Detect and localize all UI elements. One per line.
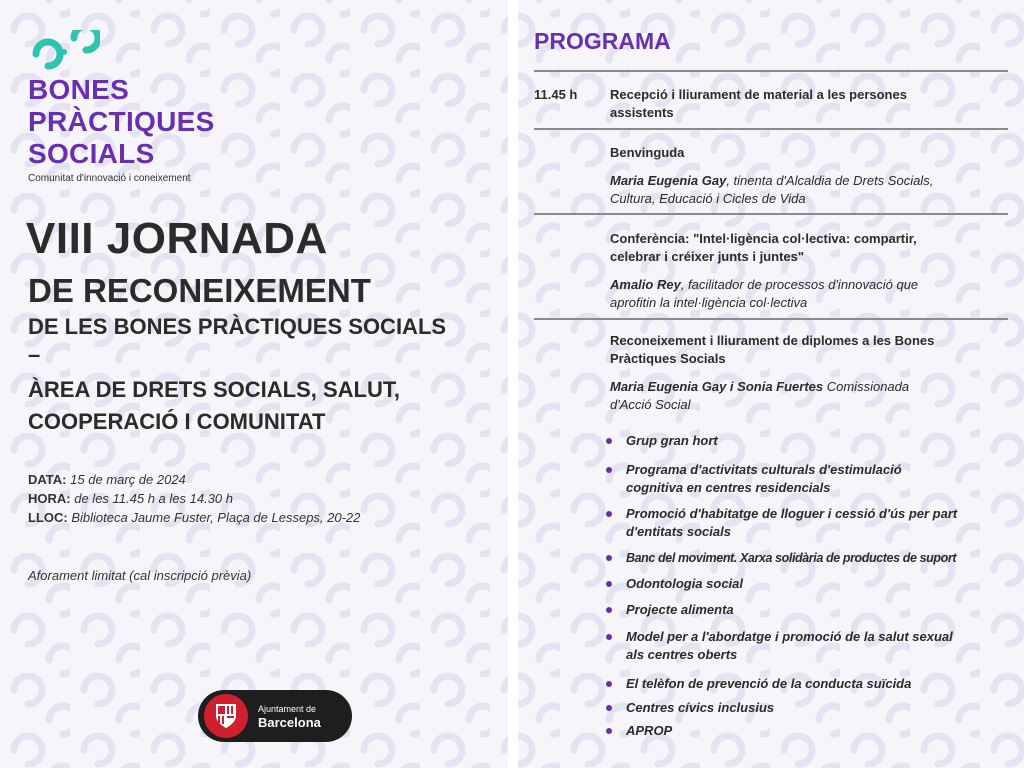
- list-item: [610, 722, 672, 740]
- conference-line-2: celebrar i créixer junts i juntes": [610, 249, 805, 264]
- program-rule: [534, 70, 1008, 72]
- welcome-speaker: [610, 172, 1008, 190]
- list-item: [610, 699, 774, 717]
- list-item-line-2: als centres oberts: [626, 647, 738, 662]
- program-rule: [534, 128, 1008, 130]
- recognition-item: [610, 332, 1008, 414]
- shield-glyph-icon: [215, 703, 237, 729]
- list-item-line-1: Programa d'activitats culturals d'estimulació: [626, 462, 902, 477]
- bullet-dot-icon: [606, 681, 612, 687]
- place-row: [28, 508, 360, 527]
- list-item: [610, 601, 734, 619]
- recognition-role-2: d'Acció Social: [610, 397, 691, 412]
- program-heading: PROGRAMA: [534, 28, 671, 54]
- recognition-speakers: [610, 378, 1008, 396]
- list-item: [610, 505, 957, 541]
- event-title: VIII JORNADA: [26, 214, 328, 263]
- list-item: [610, 628, 953, 664]
- time-value: de les 11.45 h a les 14.30 h: [74, 491, 234, 506]
- brand-line-2: PRÀCTIQUES: [28, 106, 215, 137]
- welcome-role-2: Cultura, Educació i Cicles de Vida: [610, 191, 806, 206]
- list-item: [610, 575, 743, 593]
- bullet-dot-icon: [606, 581, 612, 587]
- event-title-dash: –: [28, 342, 41, 367]
- bullet-dot-icon: [606, 511, 612, 517]
- ajuntament-text: [258, 703, 321, 729]
- reception-time: [534, 86, 577, 104]
- conference-item: [610, 230, 1008, 312]
- list-item-line-1: Projecte alimenta: [626, 602, 734, 617]
- barcelona-shield-icon: [204, 694, 248, 738]
- recognition-line-2: Pràctiques Socials: [610, 351, 726, 366]
- list-item-line-1: Centres cívics inclusius: [626, 700, 775, 715]
- bullet-dot-icon: [606, 634, 612, 640]
- date-row: [28, 470, 360, 489]
- conference-role-2: aprofitin la intel·ligència col·lectiva: [610, 295, 808, 310]
- panel-divider: [508, 0, 518, 768]
- ajuntament-small: Ajuntament de: [258, 704, 317, 714]
- welcome-item: [610, 144, 1008, 208]
- list-item: [610, 432, 718, 450]
- recognition-role-1: Comissionada: [823, 379, 910, 394]
- place-label: LLOC:: [28, 510, 68, 525]
- date-label: DATA:: [28, 472, 67, 487]
- welcome-role-1: , tinenta d'Alcaldia de Drets Socials,: [726, 173, 934, 188]
- event-area-line-1: ÀREA DE DRETS SOCIALS, SALUT,: [28, 377, 400, 402]
- event-title-line-3: DE LES BONES PRÀCTIQUES SOCIALS: [28, 314, 447, 339]
- list-item-line-2: d'entitats socials: [626, 524, 731, 539]
- list-item-line-1: Grup gran hort: [626, 433, 718, 448]
- bullet-dot-icon: [606, 467, 612, 473]
- bullet-dot-icon: [606, 728, 612, 734]
- time-label: HORA:: [28, 491, 71, 506]
- ajuntament-big: Barcelona: [258, 715, 321, 730]
- brand-line-1: BONES: [28, 74, 130, 105]
- event-area-line-2: COOPERACIÓ I COMUNITAT: [28, 409, 326, 434]
- reception-line-2: assistents: [610, 105, 674, 120]
- conference-speaker: [610, 276, 1008, 294]
- list-item-line-1: APROP: [626, 723, 673, 738]
- right-panel: [518, 0, 1024, 768]
- list-item-line-1: Promoció d'habitatge de lloguer i cessió d'ús per part: [626, 506, 958, 521]
- brand-subtitle: Comunitat d'innovació i coneixement: [28, 173, 191, 184]
- bullet-dot-icon: [606, 607, 612, 613]
- welcome-name: Maria Eugenia Gay: [610, 173, 727, 188]
- list-item-line-2: cognitiva en centres residencials: [626, 480, 831, 495]
- event-area: [28, 374, 400, 438]
- list-item: [610, 675, 911, 693]
- capacity-note: Aforament limitat (cal inscripció prèvia): [28, 568, 252, 583]
- reception-item: [610, 86, 1008, 122]
- program-rule: [534, 213, 1008, 215]
- reception-time-text: 11.45 h: [534, 87, 578, 102]
- place-value: Biblioteca Jaume Fuster, Plaça de Lesseps, 20-22: [71, 510, 361, 525]
- bullet-dot-icon: [606, 438, 612, 444]
- list-item-line-1: Banc del moviment. Xarxa solidària de productes de suport: [626, 551, 957, 565]
- list-item-line-1: Model per a l'abordatge i promoció de la salut sexual: [626, 629, 953, 644]
- list-item: [610, 461, 902, 497]
- event-title-line-2: DE RECONEIXEMENT: [28, 272, 371, 309]
- list-item: [610, 549, 956, 567]
- date-value: 15 de març de 2024: [70, 472, 186, 487]
- recognition-names: Maria Eugenia Gay i Sonia Fuertes: [610, 379, 824, 394]
- conference-line-1: Conferència: "Intel·ligència col·lectiva: compartir,: [610, 231, 917, 246]
- welcome-title: Benvinguda: [610, 145, 685, 160]
- ajuntament-barcelona-logo: [198, 690, 352, 742]
- left-panel: [0, 0, 508, 768]
- time-row: [28, 489, 360, 508]
- bullet-dot-icon: [606, 555, 612, 561]
- recognition-line-1: Reconeixement i lliurament de diplomes a les Bones: [610, 333, 935, 348]
- list-item-line-1: El telèfon de prevenció de la conducta suïcida: [626, 676, 912, 691]
- program-rule: [534, 318, 1008, 320]
- list-item-line-1: Odontologia social: [626, 576, 744, 591]
- brand-name: [28, 74, 215, 170]
- bullet-dot-icon: [606, 705, 612, 711]
- reception-line-1: Recepció i lliurament de material a les persones: [610, 87, 907, 102]
- brand-line-3: SOCIALS: [28, 138, 155, 169]
- conference-role-1: , facilitador de processos d'innovació que: [680, 277, 919, 292]
- bones-practiques-logo-icon: [28, 30, 100, 70]
- conference-name: Amalio Rey: [610, 277, 681, 292]
- event-details: [28, 470, 360, 527]
